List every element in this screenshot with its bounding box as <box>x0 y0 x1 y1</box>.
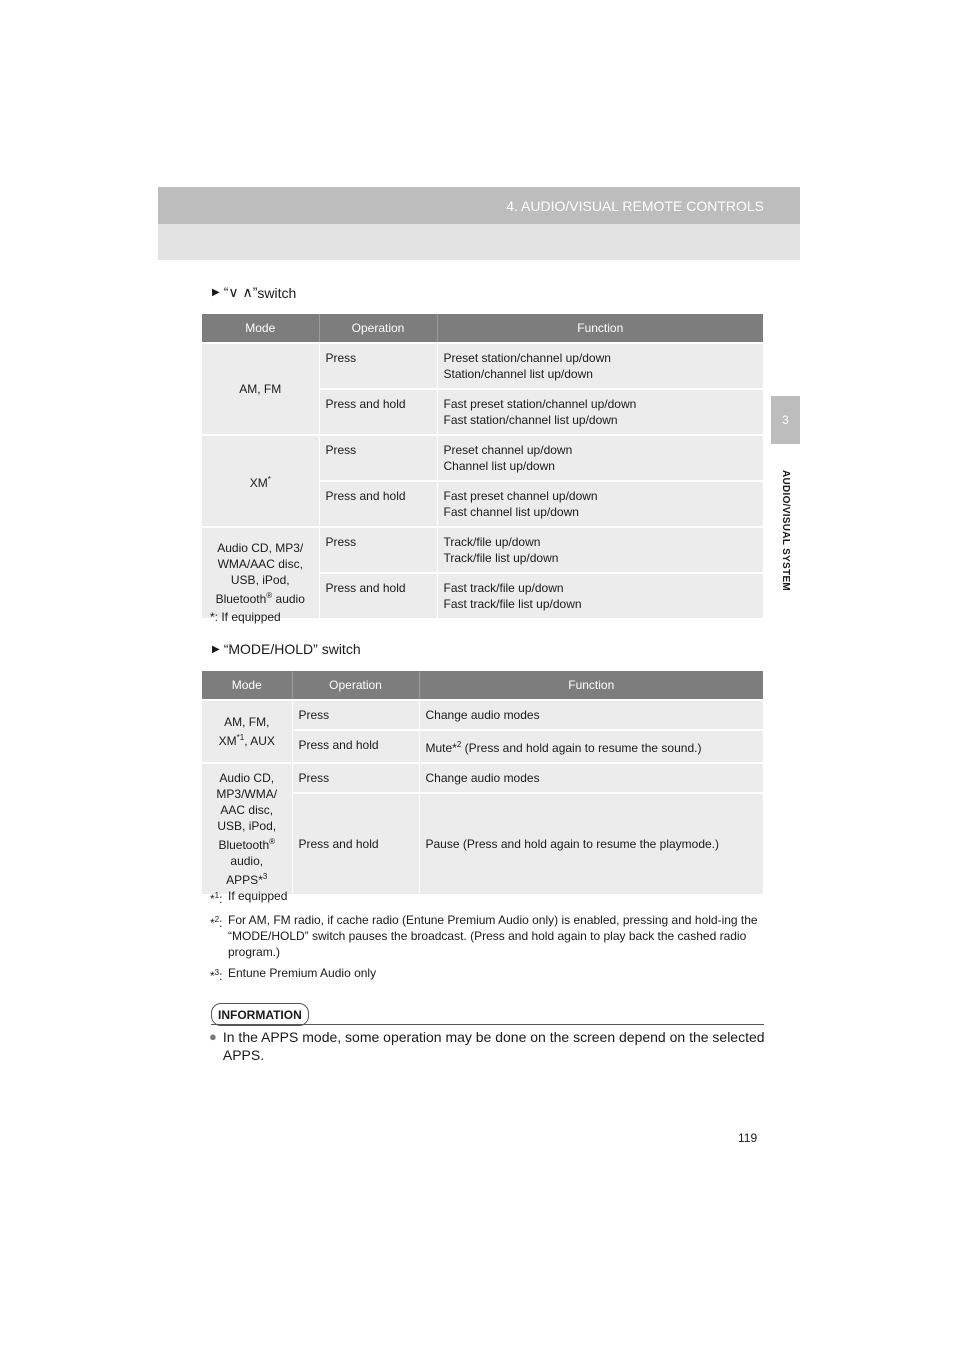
footnote-2: *$^2$: For AM, FM radio, if cache radio (Entune Premium Audio only) is enabled, pressing and hold-ing the “MODE/HOLD” switch pauses the broadcast. (Press and hold again to play back the cashed radio program.) <box>210 913 758 959</box>
function-cell: Fast preset station/channel up/down Fast station/channel list up/down <box>437 389 763 435</box>
updown-switch-heading: ▶ “∨ ∧” switch <box>212 284 297 301</box>
table-row <box>202 763 763 793</box>
table-header-row <box>202 314 763 343</box>
operation-cell: Press and hold <box>319 481 437 527</box>
operation-cell: Press and hold <box>319 573 437 618</box>
col-operation: Operation <box>292 671 419 700</box>
play-arrow-icon: ▶ <box>212 643 220 655</box>
mode-cell: AM, FM <box>202 343 319 435</box>
operation-cell: Press <box>292 700 419 730</box>
information-note <box>209 1028 765 1064</box>
col-mode: Mode <box>202 671 292 700</box>
function-cell: Track/file up/down Track/file list up/down <box>437 527 763 573</box>
section-header <box>158 187 800 224</box>
col-operation: Operation <box>319 314 437 343</box>
mode-cell: AM, FM, XM$^{*1}$, AUX <box>202 700 292 763</box>
function-cell: Pause (Press and hold again to resume the playmode.) <box>419 793 763 894</box>
operation-cell: Press and hold <box>292 793 419 894</box>
information-text: In the APPS mode, some operation may be done on the screen depend on the selected APPS. <box>222 1029 765 1063</box>
chapter-label-tab <box>768 455 804 605</box>
operation-cell: Press <box>319 343 437 389</box>
mode-cell: Audio CD, MP3/WMA/ AAC disc, USB, iPod, Bluetooth® audio, APPS*$^3$ <box>202 763 292 894</box>
play-arrow-icon: ▶ <box>212 287 220 298</box>
col-function: Function <box>419 671 763 700</box>
page-number: 119 <box>738 1131 758 1145</box>
operation-cell: Press and hold <box>319 389 437 435</box>
table-row <box>202 435 763 481</box>
col-mode: Mode <box>202 314 319 343</box>
chapter-label: AUDIO/VISUAL SYSTEM <box>780 469 792 591</box>
function-cell: Change audio modes <box>419 763 763 793</box>
updown-footnote: *: If equipped <box>210 610 281 624</box>
chapter-number-tab: 3 <box>771 396 800 444</box>
function-cell: Preset station/channel up/down Station/channel list up/down <box>437 343 763 389</box>
modehold-switch-heading: ▶ “MODE/HOLD” switch <box>212 641 361 657</box>
table-row <box>202 700 763 730</box>
mode-cell: Audio CD, MP3/ WMA/AAC disc, USB, iPod, Bluetooth® audio <box>202 527 319 618</box>
table-header-row <box>202 671 763 700</box>
function-cell: Preset channel up/down Channel list up/down <box>437 435 763 481</box>
operation-cell: Press and hold <box>292 730 419 763</box>
table-row <box>202 527 763 573</box>
modehold-switch-table <box>202 671 763 894</box>
section-title: 4. AUDIO/VISUAL REMOTE CONTROLS <box>506 197 764 214</box>
operation-cell: Press <box>319 527 437 573</box>
bullet-icon: ● <box>209 1029 217 1044</box>
updown-switch-table <box>202 314 763 618</box>
footnote-3: *$^3$: Entune Premium Audio only <box>210 966 377 983</box>
mode-cell: XM* <box>202 435 319 527</box>
modehold-footnotes <box>210 888 773 984</box>
operation-cell: Press <box>292 763 419 793</box>
function-cell: Change audio modes <box>419 700 763 730</box>
information-divider <box>211 1024 764 1025</box>
section-header-band <box>158 224 800 260</box>
operation-cell: Press <box>319 435 437 481</box>
table-row <box>202 343 763 389</box>
col-function: Function <box>437 314 763 343</box>
function-cell: Fast track/file up/down Fast track/file list up/down <box>437 573 763 618</box>
function-cell: Mute*$^2$ (Press and hold again to resume the sound.) <box>419 730 763 763</box>
information-badge: INFORMATION <box>211 1003 309 1026</box>
function-cell: Fast preset channel up/down Fast channel list up/down <box>437 481 763 527</box>
footnote-1: *$^1$: If equipped <box>210 889 288 906</box>
